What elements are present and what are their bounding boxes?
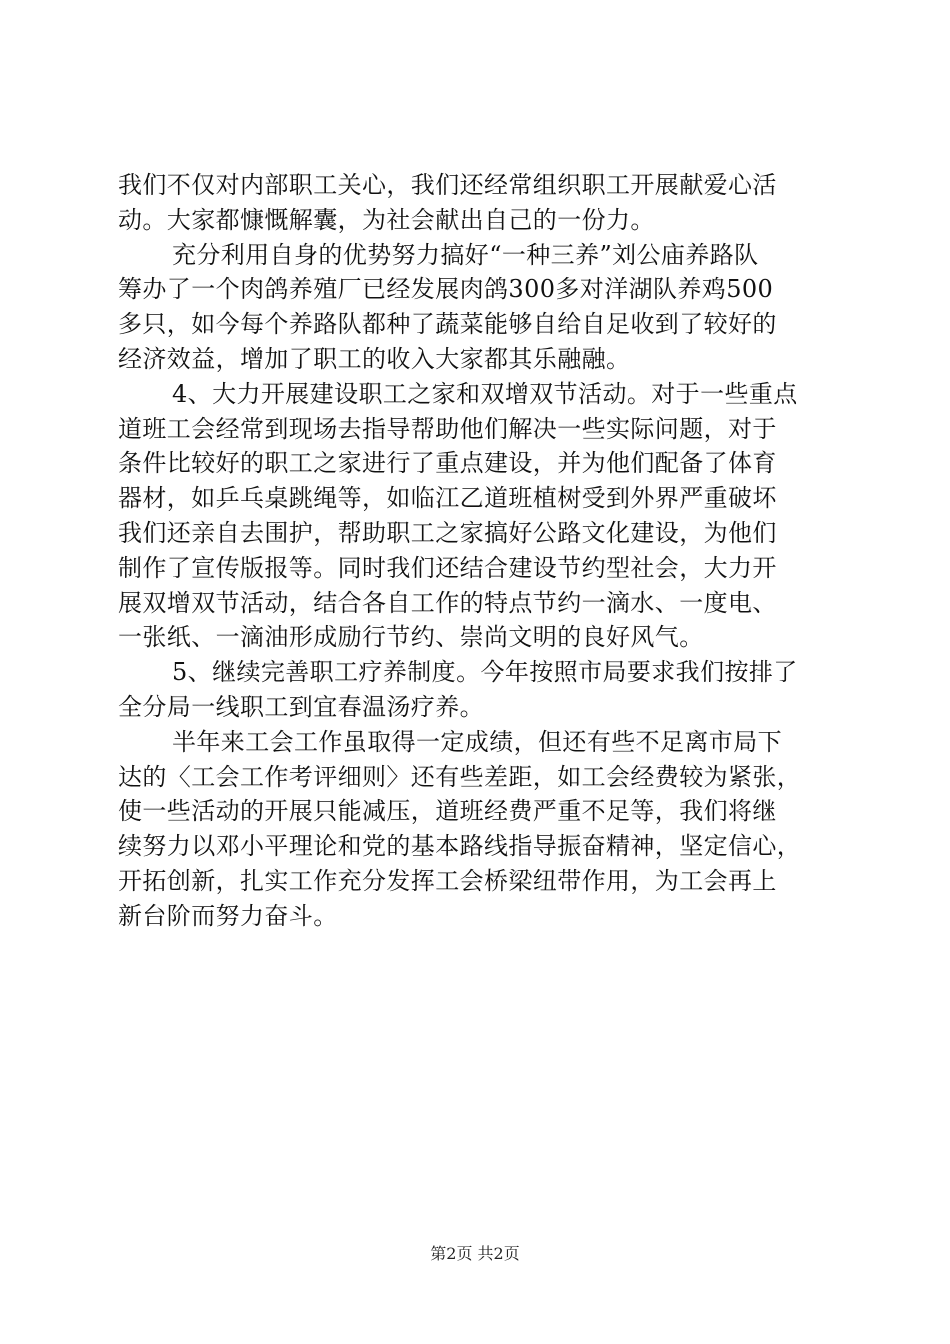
text-line: 使一些活动的开展只能减压，道班经费严重不足等，我们将继 [118,797,777,826]
text-line: 制作了宣传版报等。同时我们还结合建设节约型社会，大力开 [118,553,777,582]
text-line: 经济效益，增加了职工的收入大家都其乐融融。 [118,344,631,373]
text-line: 我们还亲自去围护，帮助职工之家搞好公路文化建设，为他们 [118,518,777,547]
text-line: 全分局一线职工到宜春温汤疗养。 [118,692,484,721]
text-line: 我们不仅对内部职工关心，我们还经常组织职工开展献爱心活 [118,171,777,199]
text-line: 开拓创新，扎实工作充分发挥工会桥梁纽带作用，为工会再上 [118,866,777,895]
text-line: 展双增双节活动，结合各自工作的特点节约一滴水、一度电、 [118,588,777,617]
text-line: 道班工会经常到现场去指导帮助他们解决一些实际问题，对于 [118,414,777,443]
text-line: 动。大家都慷慨解囊，为社会献出自己的一份力。 [118,205,655,234]
document-body [118,168,838,934]
text-line: 充分利用自身的优势努力搞好“一种三养”刘公庙养路队 [172,240,759,269]
text-line: 多只，如今每个养路队都种了蔬菜能够自给自足收到了较好的 [118,310,777,339]
text-line: 达的〈工会工作考评细则〉还有些差距，如工会经费较为紧张， [118,762,802,791]
text-line: 筹办了一个肉鸽养殖厂已经发展肉鸽300多对洋湖队养鸡500 [118,275,774,304]
text-line: 续努力以邓小平理论和党的基本路线指导振奋精神，坚定信心， [118,832,802,861]
text-line: 半年来工会工作虽取得一定成绩，但还有些不足离市局下 [172,727,782,756]
text-line: 条件比较好的职工之家进行了重点建设，并为他们配备了体育 [118,449,777,478]
text-line: 4、大力开展建设职工之家和双增双节活动。对于一些重点 [172,379,798,408]
text-line: 一张纸、一滴油形成励行节约、崇尚文明的良好风气。 [118,623,704,652]
page-footer: 第2页 共2页 [430,1244,520,1263]
text-line: 新台阶而努力奋斗。 [118,901,338,930]
text-line: 5、继续完善职工疗养制度。今年按照市局要求我们按排了 [172,658,798,687]
text-line: 器材，如乒乓桌跳绳等，如临江乙道班植树受到外界严重破坏 [118,484,777,513]
